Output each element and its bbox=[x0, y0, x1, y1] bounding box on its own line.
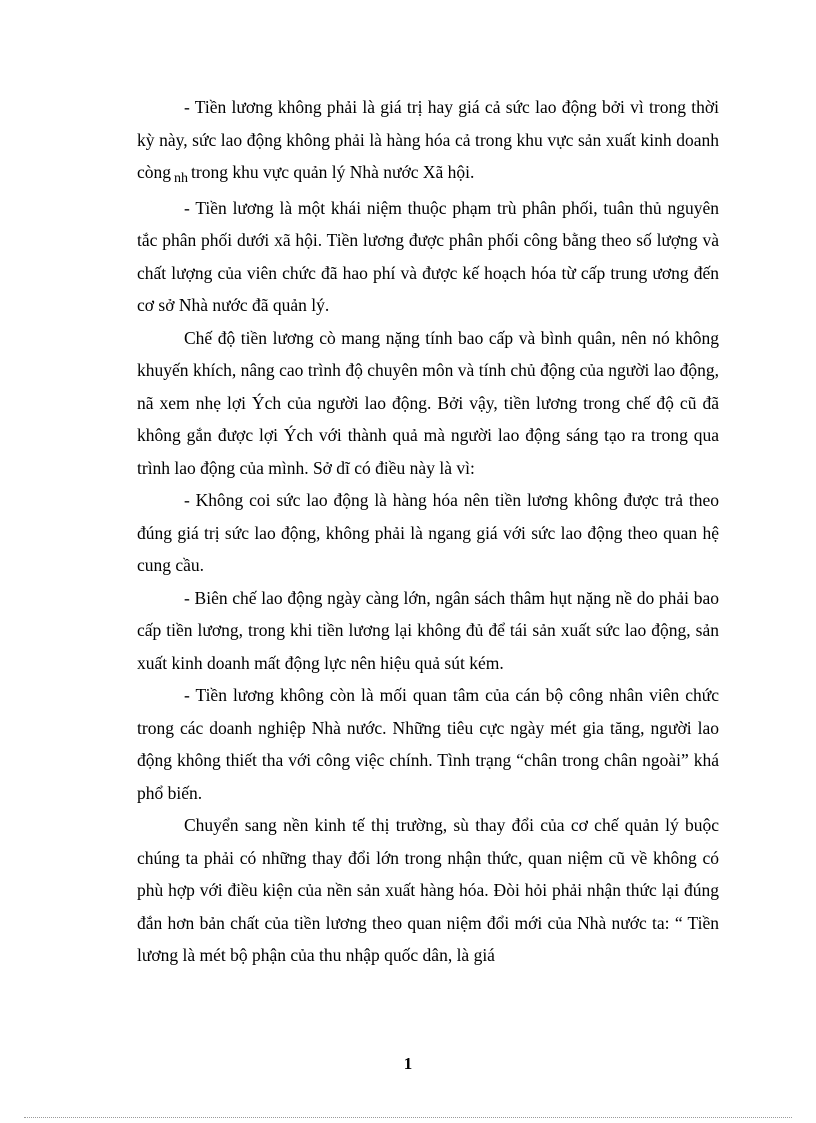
paragraph-7: Chuyển sang nền kinh tế thị trường, sù thay đổi của cơ chế quản lý buộc chúng ta phải có những thay đổi lớn trong nhận thức, quan niệm cũ về không có phù hợp với điều kiện của nền sản xuất hàng hóa. Đòi hỏi phải nhận thức lại đúng đắn hơn bản chất của tiền lương theo quan niệm đổi mới của Nhà nước ta: “ Tiền lương là mét bộ phận của thu nhập quốc dân, là giá bbox=[137, 815, 719, 965]
paragraph-1-text: - Tiền lương không phải là giá trị hay giá cả sức lao động bởi vì trong thời kỳ này, sức lao động không phải là hàng hóa cả trong khu vực sản xuất kinh doanh còng bbox=[137, 97, 719, 182]
paragraph-3: Chế độ tiền lương cò mang nặng tính bao cấp và bình quân, nên nó không khuyến khích, nâng cao trình độ chuyên môn và tính chủ động của người lao động, nã xem nhẹ lợi Ých của người lao động. Bởi vậy, tiền lương trong chế độ cũ đã không gắn được lợi Ých với thành quả mà người lao động sáng tạo ra trong qua trình lao động của mình. Sở dĩ có điều này là vì: bbox=[137, 327, 719, 478]
paragraph-4: - Không coi sức lao động là hàng hóa nên tiền lương không được trả theo đúng giá trị sức lao động, không phải là ngang giá với sức lao động theo quan hệ cung cầu. bbox=[137, 490, 719, 575]
body-text bbox=[137, 91, 719, 972]
page-bottom-divider bbox=[24, 1117, 792, 1118]
paragraph-1-text-after: trong khu vực quản lý Nhà nước Xã hội. bbox=[191, 162, 475, 182]
paragraph-6: - Tiền lương không còn là mối quan tâm của cán bộ công nhân viên chức trong các doanh nghiệp Nhà nước. Những tiêu cực ngày mét gia tăng, người lao động không thiết tha với công việc chính. Tình trạng “chân trong chân ngoài” khá phổ biến. bbox=[137, 685, 719, 803]
paragraph-1-inline-small: nh bbox=[174, 171, 189, 186]
paragraph-1 bbox=[137, 91, 719, 192]
paragraph-2: - Tiền lương là một khái niệm thuộc phạm trù phân phối, tuân thủ nguyên tắc phân phối dưới xã hội. Tiền lương được phân phối công bằng theo số lượng và chất lượng của viên chức đã hao phí và được kế hoạch hóa từ cấp trung ương đến cơ sở Nhà nước đã quản lý. bbox=[137, 197, 719, 315]
page-number: 1 bbox=[403, 1054, 413, 1073]
paragraph-5: - Biên chế lao động ngày càng lớn, ngân sách thâm hụt nặng nề do phải bao cấp tiền lương, trong khi tiền lương lại không đủ để tái sản xuất sức lao động, sản xuất kinh doanh mất động lực nên hiệu quả sút kém. bbox=[137, 587, 719, 673]
